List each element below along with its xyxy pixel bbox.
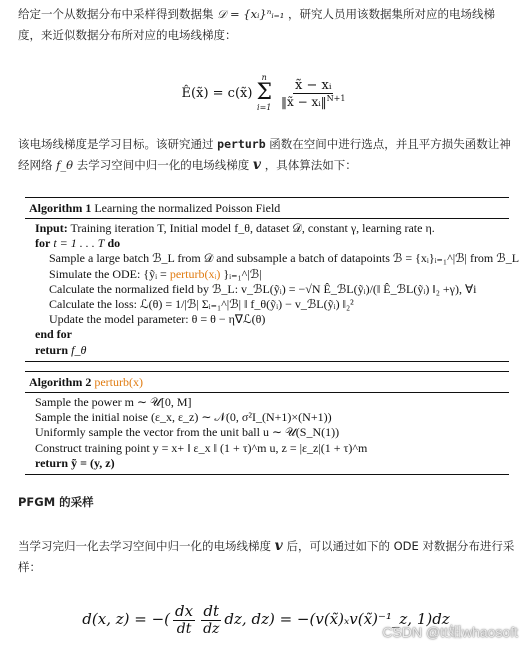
- eq1-lhs: Ê(x̃) = c(x̃): [181, 85, 253, 101]
- algo1-return-val: f_θ: [71, 342, 87, 357]
- eq2-frac1-num: dx: [175, 601, 194, 620]
- para2-text-c: 去学习空间中归一化的电场线梯度: [76, 158, 250, 172]
- algo2-return-kw: return: [35, 455, 69, 470]
- algo1-step4: Calculate the loss: ℒ(θ) = 1/|ℬ| Σᵢ₌₁^|ℬ| ‖ f_θ(ỹᵢ) − v_ℬL(ỹᵢ) ‖₂²: [49, 297, 354, 312]
- algo1-input-kw: Input:: [35, 221, 68, 235]
- eq1-sum-bottom: i=1: [257, 103, 272, 112]
- algo1-title-bold: Algorithm 1: [29, 201, 92, 215]
- method-paragraph: [18, 134, 518, 176]
- para3-text-a: 当学习完归一化去学习空间中归一化的电场线梯度: [18, 539, 271, 553]
- algo1-step5: Update the model parameter: θ = θ − η∇ℒ(θ): [49, 312, 266, 327]
- algo1-for-kw: for: [35, 236, 51, 251]
- algo2-return-line: [25, 456, 509, 471]
- algo1-end-for: end for: [35, 327, 72, 342]
- electric-field-equation: [0, 72, 532, 114]
- perturb-word: perturb: [217, 137, 266, 151]
- eq1-sum: n Σ i=1: [256, 73, 272, 112]
- eq1-den-sup: N+1: [326, 93, 346, 103]
- csdn-watermark: CSDN @tt姐whaosoft: [382, 624, 518, 640]
- sampling-paragraph: [18, 536, 518, 578]
- eq2-frac2-num: dt: [203, 601, 220, 620]
- para2-text-a: 该电场线梯度是学习目标。该研究通过: [18, 137, 214, 151]
- eq1-denominator: ‖x̃ − xᵢ‖: [281, 94, 327, 109]
- algo1-title-rest: Learning the normalized Poisson Field: [94, 201, 281, 215]
- algorithm-2-title: [25, 371, 509, 393]
- para2-text-d: ，具体算法如下：: [264, 158, 357, 172]
- algo2-line2: Sample the initial noise (ε_x, ε_z) ∼ 𝒩(0, σ²I_(N+1)×(N+1)): [35, 410, 332, 425]
- para3-text-b: 后，可以通过如下的 ODE 对数据分布进行采样：: [18, 539, 515, 574]
- intro-text-before: 给定一个从数据分布中采样得到数据集: [18, 7, 214, 21]
- algo2-line4: Construct training point y = x+ ‖ ε_x ‖ (1 + τ)^m u, z = |ε_z|(1 + τ)^m: [35, 440, 368, 455]
- eq2-frac2: [201, 602, 221, 637]
- eq2-frac1: [173, 602, 195, 637]
- eq1-sum-top: n: [261, 73, 267, 82]
- intro-paragraph: [18, 4, 518, 46]
- algo1-return-kw: return: [35, 342, 69, 357]
- algo1-step3: Calculate the normalized field by ℬ_L: v_ℬL(ỹᵢ) = −√N Ê_ℬL(ỹᵢ)/(‖ Ê_ℬL(ỹᵢ) ‖₂ +γ), ∀i: [49, 281, 477, 296]
- eq1-denominator-wrap: [279, 94, 347, 109]
- para3-v-symbol: 𝒗: [274, 538, 283, 554]
- eq2-frac2-den: dz: [203, 620, 220, 637]
- algorithm-1-body: [25, 219, 520, 362]
- eq1-fraction: [279, 78, 347, 109]
- algo1-step2-a: Simulate the ODE: {ỹᵢ =: [49, 266, 167, 281]
- algo1-for-range: t = 1 . . . T: [53, 236, 105, 251]
- algo1-step1: Sample a large batch ℬ_L from 𝒟 and subsample a batch of datapoints ℬ = {xᵢ}ᵢ₌₁^|ℬ| from ℬ_L: [49, 251, 520, 266]
- algo1-input-line: [25, 221, 509, 236]
- algorithm-2-box: [25, 371, 509, 475]
- eq2-lhs: d(x, z) = −(: [82, 610, 171, 628]
- v-symbol: 𝒗: [252, 157, 262, 173]
- algo2-return-val: ỹ = (y, z): [71, 455, 115, 470]
- algo1-for-line: [25, 236, 509, 251]
- algo2-line3: Uniformly sample the vector from the unit ball u ∼ 𝒰(S_N(1)): [35, 425, 340, 440]
- intro-text-after: ，研究人员用该数据集所对应的电场线梯度，来近似数据分布所对应的电场线梯度：: [18, 7, 496, 42]
- algo1-do-kw: do: [107, 236, 121, 251]
- algo1-step2: [25, 267, 509, 282]
- dataset-math: 𝒟 = {xᵢ}ⁿᵢ₌₁: [217, 7, 285, 21]
- eq1-numerator: x̃ − xᵢ: [295, 77, 332, 93]
- eq2-frac1-den: dt: [176, 620, 192, 637]
- f-theta-symbol: f_θ: [56, 158, 74, 172]
- algo1-input-text: Training iteration T, Initial model f_θ, dataset 𝒟, constant γ, learning rate η.: [70, 221, 435, 235]
- algorithm-1-title: [25, 197, 509, 219]
- algo1-step2-perturb: perturb(xᵢ): [169, 266, 221, 281]
- section-title: PFGM 的采样: [18, 495, 94, 509]
- algo2-title-bold: Algorithm 2: [29, 375, 92, 389]
- para2-text-b: 函数在空间中进行选点，并且平方损失函数让神经网络: [18, 137, 511, 172]
- algo2-line1: Sample the power m ∼ 𝒰[0, M]: [35, 395, 192, 409]
- algo1-step2-b: }ᵢ₌₁^|ℬ|: [223, 266, 262, 281]
- algorithm-1-box: [25, 197, 520, 362]
- eq2-mid: dz, dz) = −(v(x̃)ₓv(x̃)⁻¹_z, 1)dz: [224, 610, 450, 628]
- algo1-return-line: [25, 343, 509, 358]
- algo2-title-func: perturb(x): [94, 375, 143, 389]
- algorithm-2-body: [25, 393, 509, 475]
